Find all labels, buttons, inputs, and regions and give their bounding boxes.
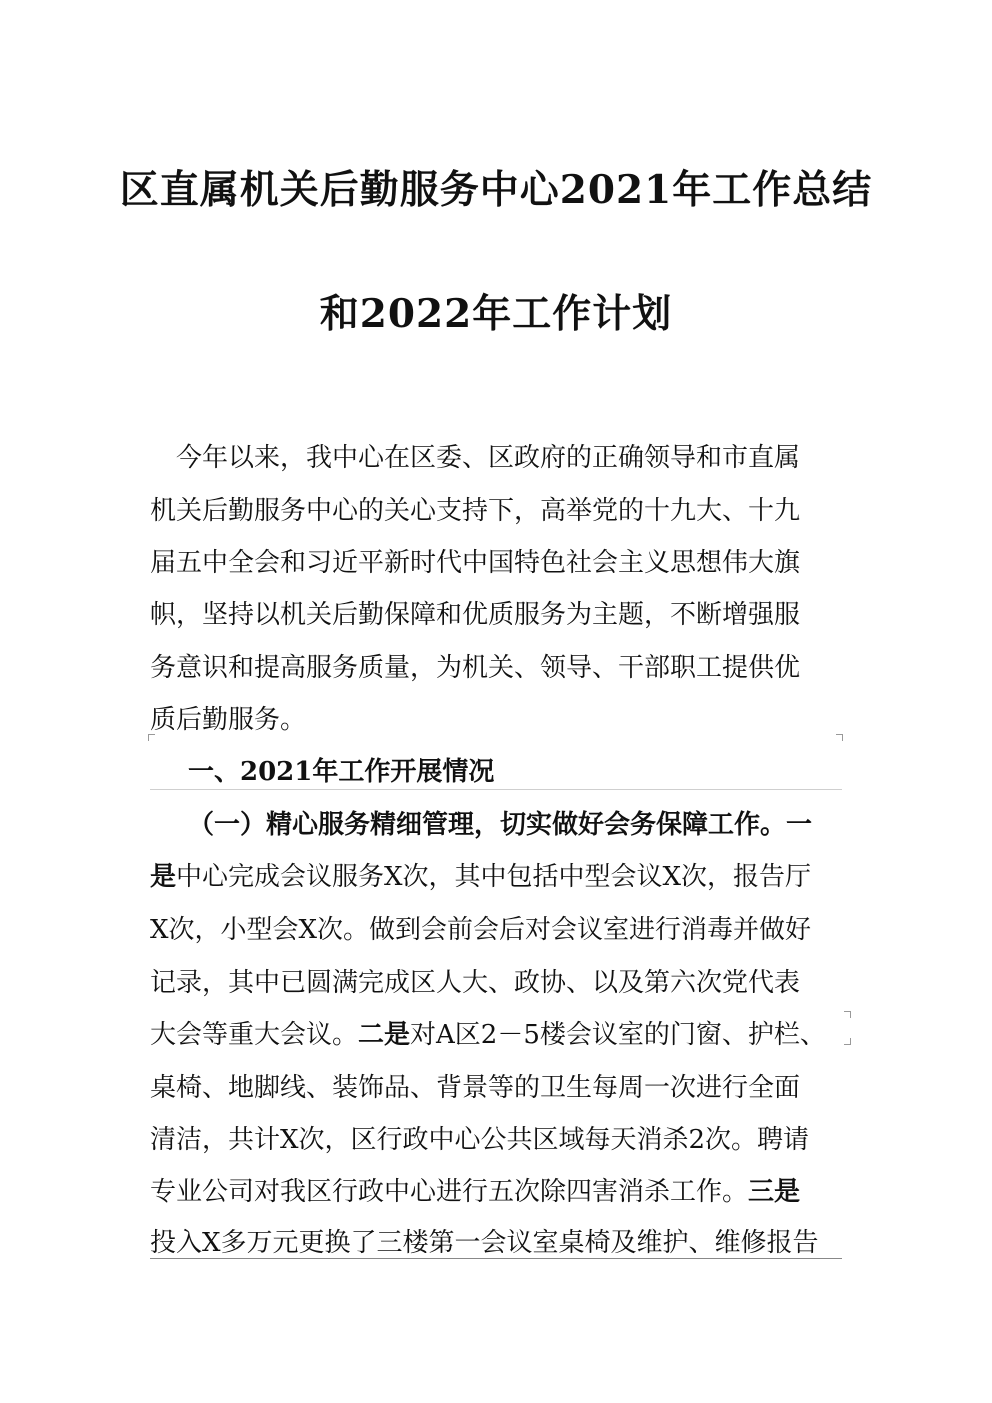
crop-mark	[844, 1011, 851, 1018]
line-text: 专业公司对我区行政中心进行五次除四害消杀工作。	[150, 1177, 749, 1207]
intro-line-5: 务意识和提高服务质量，为机关、领导、干部职工提供优	[150, 653, 801, 683]
crop-mark	[836, 734, 843, 741]
intro-line-2: 机关后勤服务中心的关心支持下，高举党的十九大、十九	[150, 496, 801, 526]
intro-line-3: 届五中全会和习近平新时代中国特色社会主义思想伟大旗	[150, 548, 801, 578]
subsection-line-8	[150, 1171, 800, 1208]
subsection-line-4: 记录，其中已圆满完成区人大、政协、以及第六次党代表	[150, 968, 801, 998]
crop-mark	[844, 1038, 851, 1045]
subsection-line-5	[150, 1014, 826, 1051]
line-text: 中心完成会议服务X次，其中包括中型会议X次，报告厅	[176, 862, 812, 892]
intro-line-6: 质后勤服务。	[150, 705, 307, 735]
document-title-line2: 和2022年工作计划	[319, 291, 673, 337]
line-text: 大会等重大会议。	[150, 1020, 359, 1050]
subsection-line-1: （一）精心服务精细管理，切实做好会务保障工作。一	[188, 810, 813, 840]
divider	[150, 789, 842, 790]
subsection-line-3: X次，小型会X次。做到会前会后对会议室进行消毒并做好	[150, 915, 812, 945]
subsection-line-7: 清洁，共计X次，区行政中心公共区域每天消杀2次。聘请	[150, 1125, 810, 1155]
line-text: 对A区2－5楼会议室的门窗、护栏、	[410, 1020, 826, 1050]
subsection-line-2	[150, 856, 811, 893]
intro-line-4: 帜，坚持以机关后勤保障和优质服务为主题，不断增强服	[150, 600, 801, 630]
bold-marker: 三是	[748, 1177, 801, 1207]
subsection-line-9: 投入X多万元更换了三楼第一会议室桌椅及维护、维修报告	[150, 1228, 819, 1258]
intro-line-1: 今年以来，我中心在区委、区政府的正确领导和市直属	[150, 443, 801, 473]
section-heading: 一、2021年工作开展情况	[188, 757, 495, 787]
document-title-line1: 区直属机关后勤服务中心2021年工作总结	[119, 167, 873, 213]
bold-marker: 二是	[358, 1020, 411, 1050]
bold-marker: 是	[150, 862, 177, 892]
subsection-line-6: 桌椅、地脚线、装饰品、背景等的卫生每周一次进行全面	[150, 1073, 801, 1103]
crop-mark	[148, 734, 155, 741]
page-bottom-rule	[150, 1258, 842, 1259]
